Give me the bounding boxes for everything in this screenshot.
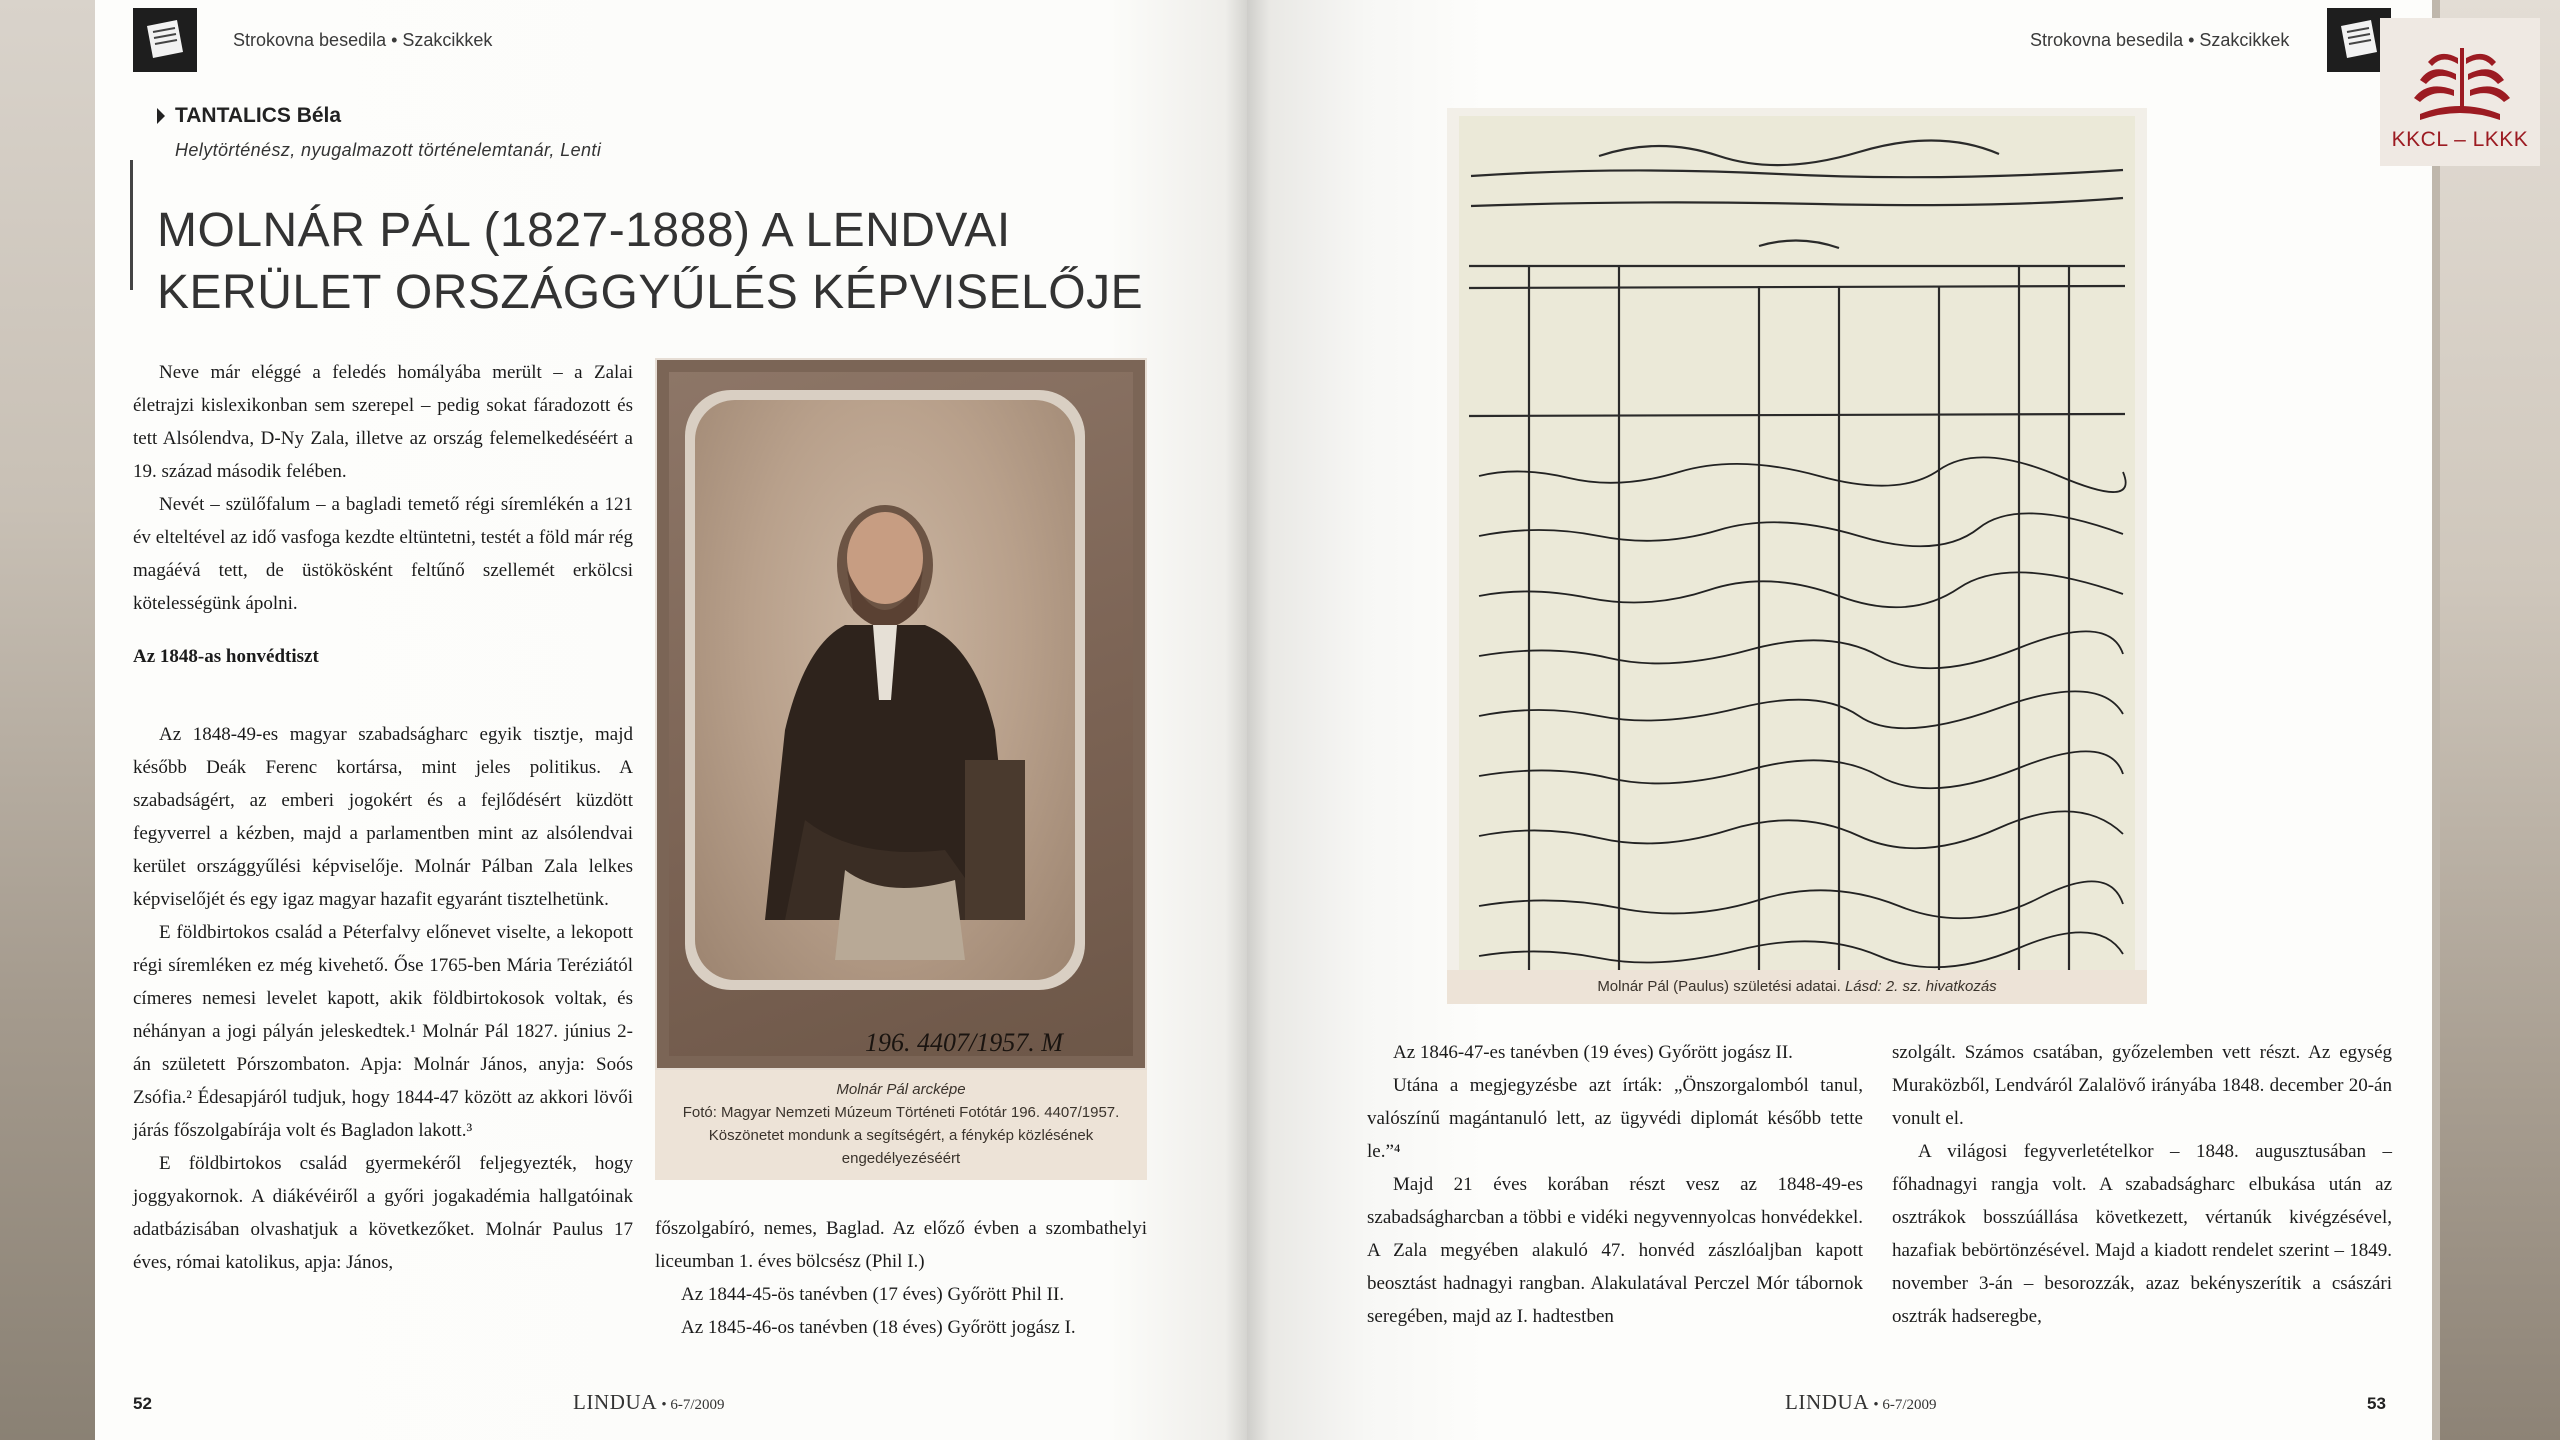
title-rule [130, 160, 133, 290]
author-name: TANTALICS Béla [175, 104, 342, 127]
paragraph: Az 1845-46-os tanévben (18 éves) Győrött jogász I. [681, 1317, 1076, 1338]
page-number: 53 [2367, 1394, 2386, 1413]
kkcl-logo [2380, 18, 2540, 166]
subheading: Az 1848-as honvédtiszt [133, 646, 319, 667]
author-marker-icon [157, 108, 165, 124]
birth-record-image [1447, 108, 2147, 970]
title-line-1: MOLNÁR PÁL (1827-1888) A LENDVAI [157, 204, 1011, 257]
paragraph: Utána a megjegyzésbe azt írták: „Önszorgalomból tanul, valószínű magántanuló lett, az ügyvédi diplomát később tette le.”⁴ [1367, 1075, 1863, 1162]
left-page [95, 0, 1247, 1440]
page-number: 52 [133, 1394, 152, 1413]
paragraph: A világosi fegyverletételkor – 1848. augusztusában – főhadnagyi rangja volt. A szabadságharc elbukása után az osztrákok bosszúállása következett, vértanúk kivégzésével, hazafiak bebörtönzésével. Majd a kiadott rendelet szerint – 1849. november 3-án – besorozzák, azaz bekényszerítik a császári osztrák hadseregbe, [1892, 1141, 2392, 1327]
article-title [157, 200, 1144, 324]
scroll-logo-icon [133, 8, 197, 72]
paragraph: Az 1844-45-ös tanévben (17 éves) Győrött Phil II. [681, 1284, 1065, 1305]
running-head: Strokovna besedila • Szakcikkek [233, 30, 493, 50]
issue-label [573, 1390, 725, 1415]
paragraph: Neve már eléggé a feledés homályába merült – a Zalai életrajzi kislexikonban sem szerepel – pedig sokat fáradozott és tett Alsólendva, D-Ny Zala, illetve az ország felemelkedéséért a 19. század második felében. [133, 362, 633, 482]
right-page [1247, 0, 2432, 1440]
record-caption [1447, 970, 2147, 1004]
issue-label [1785, 1390, 1937, 1415]
book-tree-icon [2380, 18, 2540, 128]
left-column-1 [133, 356, 633, 1279]
paragraph: Az 1848-49-es magyar szabadságharc egyik tisztje, majd később Deák Ferenc kortársa, mint jeles politikus. A szabadságért, az emberi jogokért és a fejlődésért küzdött fegyverrel a kézben, majd a parlamentben mint az alsólendvai kerület országgyűlési képviselője. Molnár Pálban Zala lelkes képviselőjét és egy igaz magyar hazafit egyaránt tisztelhetünk. [133, 724, 633, 910]
caption-line: Köszönetet mondunk a segítségért, a fénykép közlésének [708, 1127, 1094, 1144]
issue-number: • 6-7/2009 [661, 1397, 725, 1413]
title-line-2: KERÜLET ORSZÁGGYŰLÉS KÉPVISELŐJE [157, 266, 1144, 319]
paragraph: szolgált. Számos csatában, győzelemben vett részt. Az egység Muraközből, Lendváról Zalalövő irányába 1848. december 20-án vonult el. [1892, 1042, 2392, 1129]
caption-text: Molnár Pál (Paulus) születési adatai. [1597, 978, 1845, 995]
book-gutter [1225, 0, 1270, 1440]
paragraph: főszolgabíró, nemes, Baglad. Az előző évben a szombathelyi liceumban 1. éves bölcsész (Phil I.) [655, 1218, 1147, 1272]
issue-brand: LINDUA [573, 1390, 658, 1414]
caption-line: Fotó: Magyar Nemzeti Múzeum Történeti Fotótár 196. 4407/1957. [682, 1104, 1120, 1121]
paragraph: E földbirtokos család gyermekéről feljegyezték, hogy joggyakornok. A diákévéiről a győri jogakadémia hallgatóinak adatbázisában olvashatjuk a következőket. Molnár Paulus 17 éves, római katolikus, apja: János, [133, 1153, 633, 1273]
issue-number: • 6-7/2009 [1873, 1397, 1937, 1413]
caption-reference: Lásd: 2. sz. hivatkozás [1844, 978, 1997, 995]
running-head: Strokovna besedila • Szakcikkek [2030, 30, 2290, 50]
portrait-image [695, 400, 1075, 980]
background-right [2440, 0, 2560, 1440]
portrait-photo [655, 358, 1147, 1070]
right-column-1 [1367, 1036, 1863, 1333]
caption-line: engedélyezéséért [841, 1150, 961, 1167]
handwritten-register [1459, 116, 2135, 976]
paragraph: E földbirtokos család a Péterfalvy előnevet viselte, a lekopott régi síremléken ez még kivehető. Őse 1765-ben Mária Teréziától címeres nemesi levelet kapott, akik földbirtokosok voltak, és néhányan a jogi pályán jeleskedtek.¹ Molnár Pál 1827. június 2-án született Pórszombaton. Apja: Molnár János, anyja: Soós Zsófia.² Édesapjáról tudjuk, hogy 1844-47 között az akkori lövői járás főszolgabírája volt és Bagladon lakott.³ [133, 922, 633, 1141]
paragraph: Az 1846-47-es tanévben (19 éves) Győrött jogász II. [1393, 1042, 1793, 1063]
right-column-2 [1892, 1036, 2392, 1333]
author-role: Helytörténész, nyugalmazott történelemtanár, Lenti [175, 140, 602, 160]
paragraph: Majd 21 éves korában részt vesz az 1848-49-es szabadságharcban a többi e vidéki negyvennyolcas honvédekkel. A Zala megyében alakuló 47. honvéd zászlóaljban kapott beosztást hadnagyi rangban. Alakulatával Perczel Mór tábornok seregében, majd az I. hadtestben [1367, 1174, 1863, 1327]
issue-brand: LINDUA [1785, 1390, 1870, 1414]
paragraph: Nevét – szülőfalum – a bagladi temető régi síremlékén a 121 év elteltével az idő vasfoga kezdte eltüntetni, testét a föld már rég magáévá tett, de üstökösként feltűnő szellemét erkölcsi kötelességünk ápolni. [133, 494, 633, 614]
left-column-2 [655, 1212, 1147, 1344]
caption-line: Molnár Pál arcképe [836, 1081, 966, 1098]
logo-label: KKCL – LKKK [2391, 128, 2529, 151]
photo-signature: 196. 4407/1957. M [865, 1028, 1063, 1057]
photo-oval [685, 390, 1085, 990]
portrait-caption [655, 1070, 1147, 1180]
